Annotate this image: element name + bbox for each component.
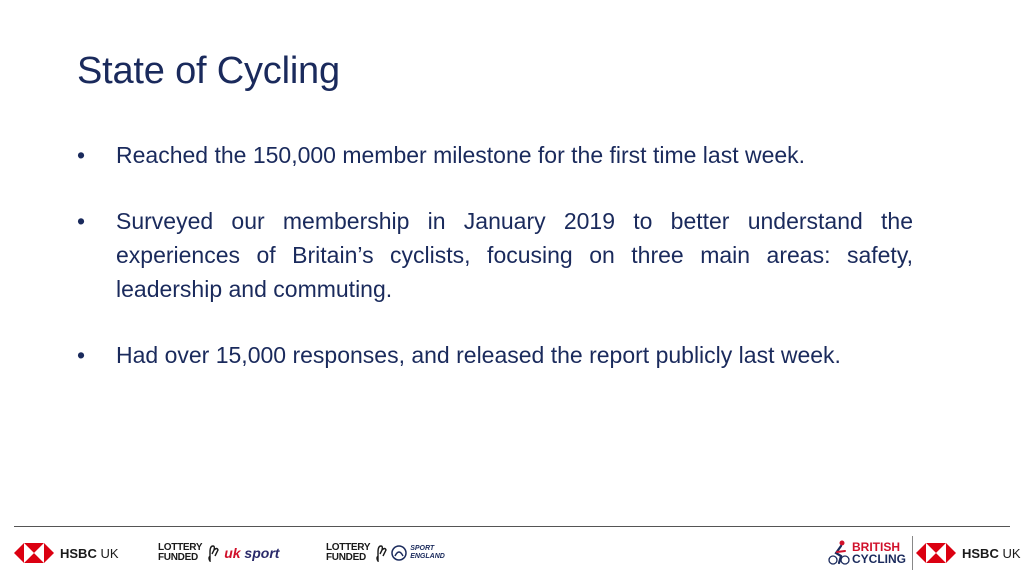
slide-title: State of Cycling xyxy=(77,50,340,92)
hsbc-wordmark: HSBC UK xyxy=(60,545,119,561)
uk-sport-wordmark: uk sport xyxy=(224,545,280,561)
bullet-list xyxy=(77,138,913,404)
crossed-fingers-icon xyxy=(374,544,388,562)
sport-england-wordmark: SPORT ENGLAND xyxy=(410,545,445,560)
bullet-item xyxy=(77,204,913,306)
bullet-item xyxy=(77,338,913,372)
sport-england-emblem-icon xyxy=(391,545,407,561)
sponsor-footer xyxy=(0,530,1024,576)
bullet-marker: • xyxy=(77,342,86,368)
lottery-uksport-logo xyxy=(158,538,279,568)
footer-divider xyxy=(14,526,1010,527)
bullet-marker: • xyxy=(77,142,86,168)
hsbc-hexagon-icon xyxy=(14,543,54,563)
hsbc-uk-logo-left xyxy=(14,538,119,568)
hsbc-wordmark: HSBC UK xyxy=(962,545,1021,561)
bullet-marker: • xyxy=(77,208,86,234)
crossed-fingers-icon xyxy=(206,544,220,562)
bullet-text: Had over 15,000 responses, and released the report publicly last week. xyxy=(116,342,841,368)
lottery-funded-text: LOTTERY FUNDED xyxy=(158,542,203,563)
hsbc-uk-logo-right xyxy=(916,538,1021,568)
lottery-sportengland-logo xyxy=(326,538,445,568)
cyclist-icon xyxy=(828,540,850,566)
british-cycling-wordmark: BRITISH CYCLING xyxy=(852,540,906,566)
british-cycling-logo xyxy=(828,538,919,568)
bullet-item xyxy=(77,138,913,172)
lottery-funded-text: LOTTERY FUNDED xyxy=(326,542,371,563)
logo-separator xyxy=(912,536,913,570)
hsbc-hexagon-icon xyxy=(916,543,956,563)
bullet-text: Reached the 150,000 member milestone for the first time last week. xyxy=(116,142,806,168)
bullet-text: Surveyed our membership in January 2019 to better understand the experiences of Britain’s cyclists, focusing on three main areas: safety, leadership and commuting. xyxy=(116,208,913,302)
